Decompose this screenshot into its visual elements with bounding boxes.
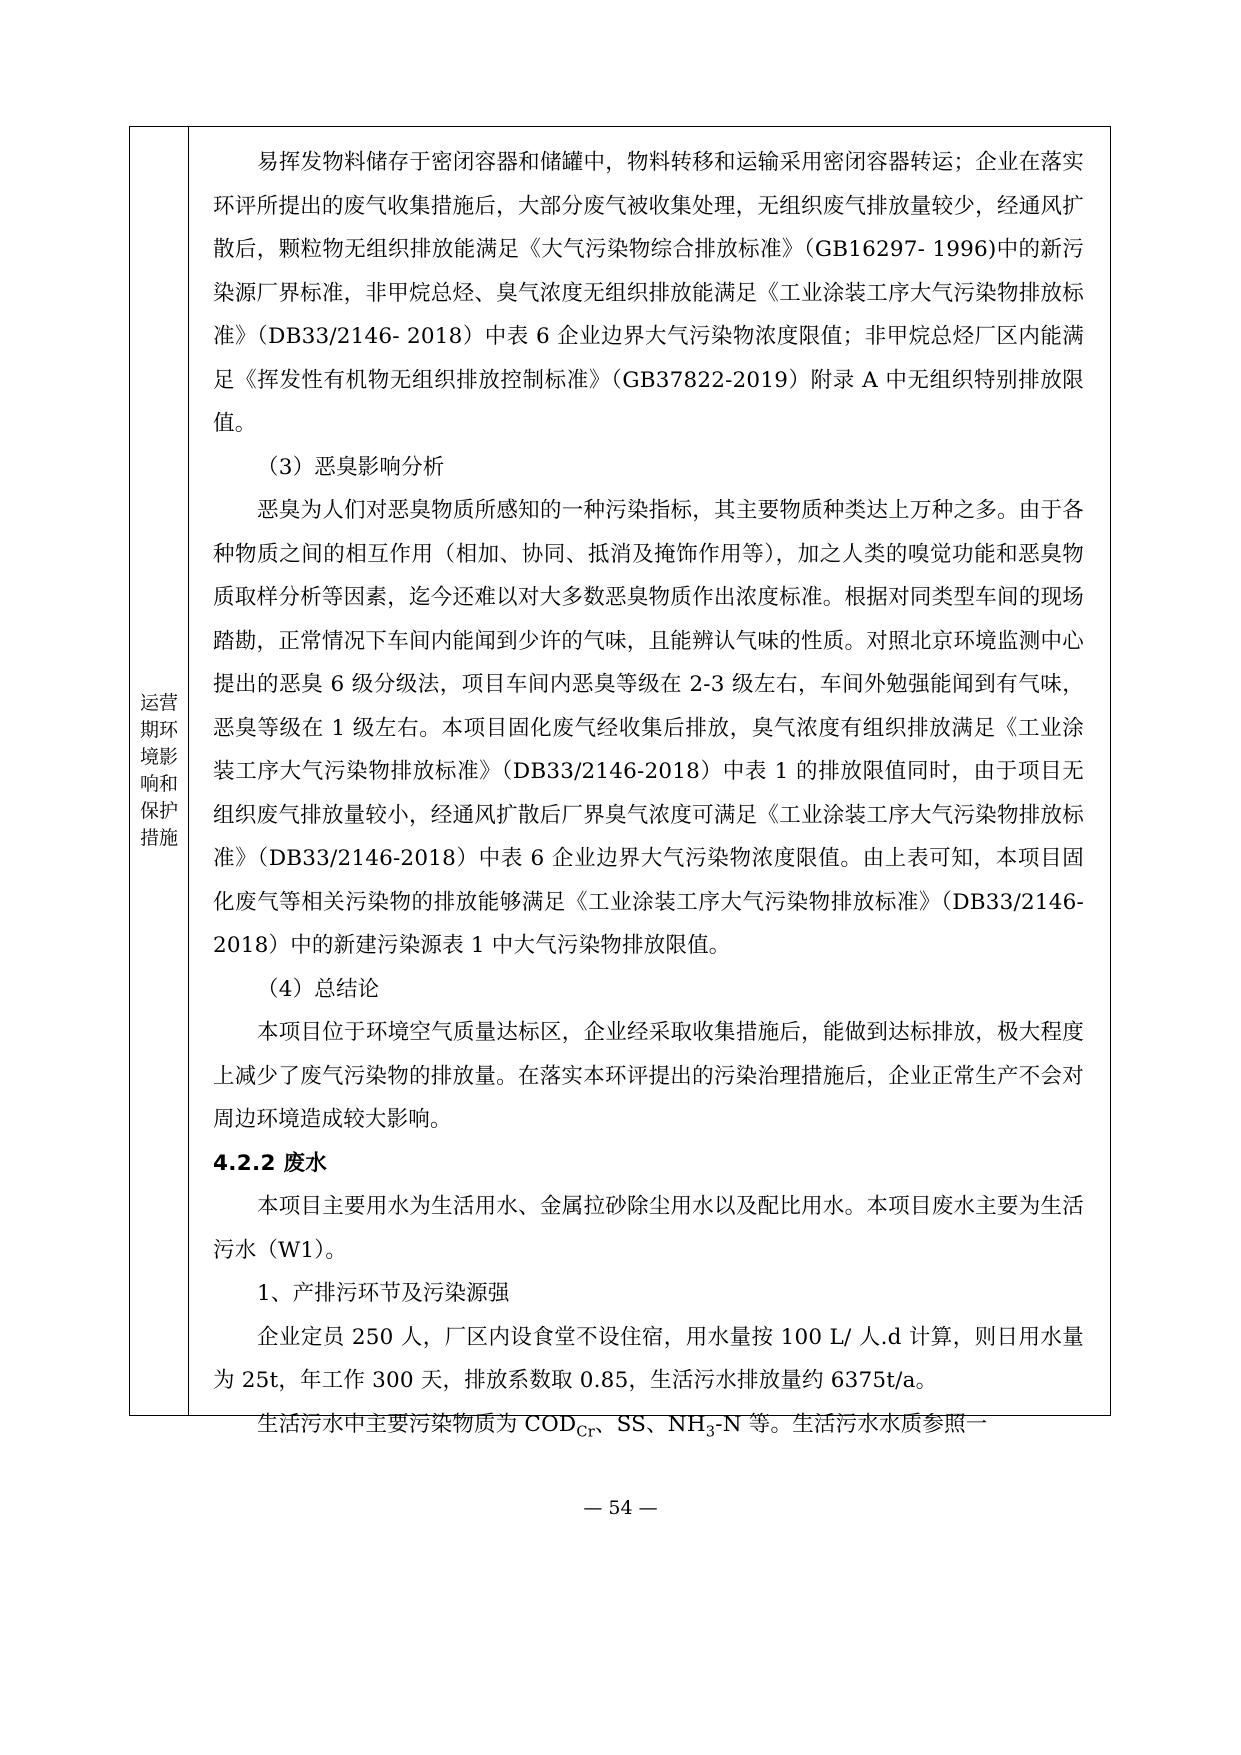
para-pollutants (213, 1403, 1084, 1447)
para-staff-water: 企业定员 250 人，厂区内设食堂不设住宿，用水量按 100 L/ 人.d 计算，则日用水量为 25t，年工作 300 天，排放系数取 0.85，生活污水排放量约 6375t/a。 (213, 1324, 1084, 1393)
row-label-text: 运营期环境影响和保护措施 (139, 692, 178, 849)
content-table (129, 126, 1111, 1440)
para-odor-analysis: 恶臭为人们对恶臭物质所感知的一种污染指标，其主要物质种类达上万种之多。由于各种物质之间的相互作用（相加、协同、抵消及掩饰作用等），加之人类的嗅觉功能和恶臭物质取样分析等因素，迄今还难以对大多数恶臭物质作出浓度标准。根据对同类型车间的现场踏勘，正常情况下车间内能闻到少许的气味，且能辨认气味的性质。对照北京环境监测中心提出的恶臭 6 级分级法，项目车间内恶臭等级在 2-3 级左右，车间外勉强能闻到有气味，恶臭等级在 1 级左右。本项目固化废气经收集后排放，臭气浓度有组织排放满足《工业涂装工序大气污染物排放标准》（DB33/2146-2018）中表 1 的排放限值同时，由于项目无组织废气排放量较小，经通风扩散后厂界臭气浓度可满足《工业涂装工序大气污染物排放标准》（DB33/2146-2018）中表 6 企业边界大气污染物浓度限值。由上表可知，本项目固化废气等相关污染物的排放能够满足《工业涂装工序大气污染物排放标准》（DB33/2146-2018）中的新建污染源表 1 中大气污染物排放限值。 (213, 498, 1084, 958)
pollutants-suffix: -N 等。生活污水水质参照一 (715, 1411, 988, 1437)
para-volatile-materials: 易挥发物料储存于密闭容器和储罐中，物料转移和运输采用密闭容器转运；企业在落实环评所提出的废气收集措施后，大部分废气被收集处理，无组织废气排放量较少，经通风扩散后，颗粒物无组织排放能满足《大气污染物综合排放标准》（GB16297- 1996)中的新污染源厂界标准，非甲烷总烃、臭气浓度无组织排放能满足《工业涂装工序大气污染物排放标准》（DB33/2146- 2018）中表 6 企业边界大气污染物浓度限值；非甲烷总烃厂区内能满足《挥发性有机物无组织排放控制标准》（GB37822-2019）附录 A 中无组织特别排放限值。 (213, 150, 1084, 436)
para-wastewater-intro: 本项目主要用水为生活用水、金属拉砂除尘用水以及配比用水。本项目废水主要为生活污水（W1）。 (213, 1194, 1084, 1263)
pollutants-prefix: 生活污水中主要污染物质为 COD (257, 1411, 577, 1437)
para-odor-title: （3）恶臭影响分析 (257, 454, 445, 480)
para-source-title: 1、产排污环节及污染源强 (257, 1281, 510, 1306)
para-conclusion-title: （4）总结论 (257, 976, 380, 1002)
table-body-cell (189, 127, 1110, 1440)
pollutants-mid: 、SS、NH (594, 1411, 706, 1437)
para-conclusion-body: 本项目位于环境空气质量达标区，企业经采取收集措施后，能做到达标排放，极大程度上减少了废气污染物的排放量。在落实本环评提出的污染治理措施后，企业正常生产不会对周边环境造成较大影响。 (213, 1020, 1084, 1132)
pollutants-sub-3: 3 (705, 1422, 716, 1440)
section-heading-4-2-2: 4.2.2 废水 (213, 1150, 328, 1176)
table-row-label-cell (130, 127, 189, 1415)
page-number: — 54 — (583, 1497, 658, 1519)
pollutants-sub-cr: Cr (576, 1422, 595, 1440)
